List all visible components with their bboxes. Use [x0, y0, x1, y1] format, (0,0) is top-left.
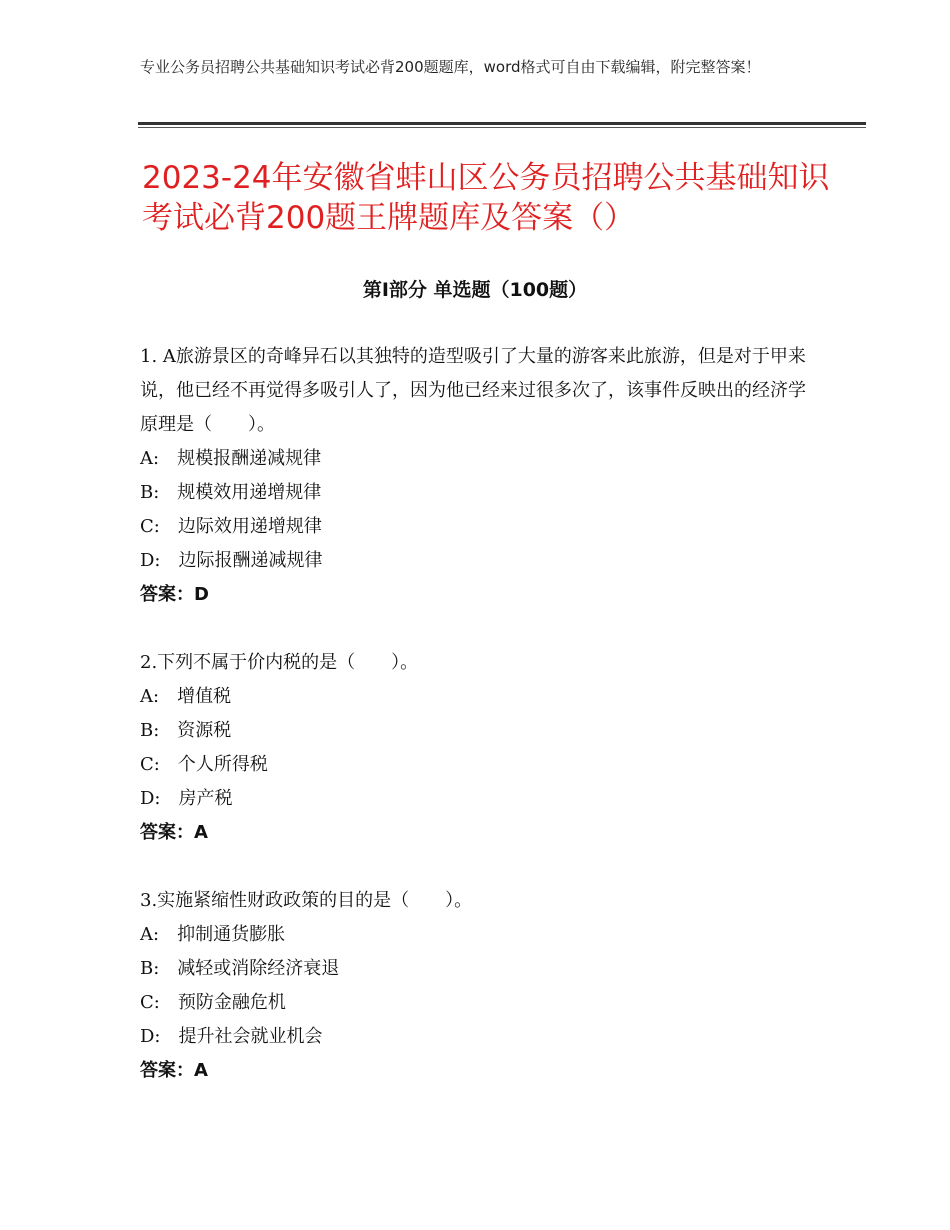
header-rule-thick	[138, 122, 866, 125]
question-option: D: 提升社会就业机会	[140, 1026, 323, 1047]
question-list	[140, 340, 820, 1122]
section-heading: 第Ⅰ部分 单选题（100题）	[362, 279, 588, 301]
question-answer: 答案：D	[140, 584, 209, 605]
question	[140, 646, 820, 850]
header-note: 专业公务员招聘公共基础知识考试必背200题题库，word格式可自由下载编辑，附完整答案！	[140, 58, 761, 76]
question-option: B: 规模效用递增规律	[140, 482, 322, 503]
question-option: C: 预防金融危机	[140, 992, 286, 1013]
question-stem: 2.下列不属于价内税的是（ ）。	[140, 652, 419, 673]
question-option: B: 减轻或消除经济衰退	[140, 958, 340, 979]
document-title: 2023-24年安徽省蚌山区公务员招聘公共基础知识考试必背200题王牌题库及答案（）	[142, 160, 830, 236]
question-stem: 3.实施紧缩性财政政策的目的是（ ）。	[140, 890, 473, 911]
question-answer: 答案：A	[140, 1060, 208, 1081]
question	[140, 340, 820, 612]
question-option: B: 资源税	[140, 720, 232, 741]
question-option: D: 房产税	[140, 788, 233, 809]
question-option: C: 边际效用递增规律	[140, 516, 322, 537]
question-stem: 1. A旅游景区的奇峰异石以其独特的造型吸引了大量的游客来此旅游，但是对于甲来说，他已经不再觉得多吸引人了，因为他已经来过很多次了，该事件反映出的经济学原理是（ ）。	[140, 346, 806, 435]
question-answer: 答案：A	[140, 822, 208, 843]
question-option: A: 规模报酬递减规律	[140, 448, 322, 469]
question-option: A: 抑制通货膨胀	[140, 924, 286, 945]
question-option: A: 增值税	[140, 686, 232, 707]
question-option: D: 边际报酬递减规律	[140, 550, 323, 571]
question-option: C: 个人所得税	[140, 754, 268, 775]
question	[140, 884, 820, 1088]
header-rule-thin	[138, 127, 866, 128]
